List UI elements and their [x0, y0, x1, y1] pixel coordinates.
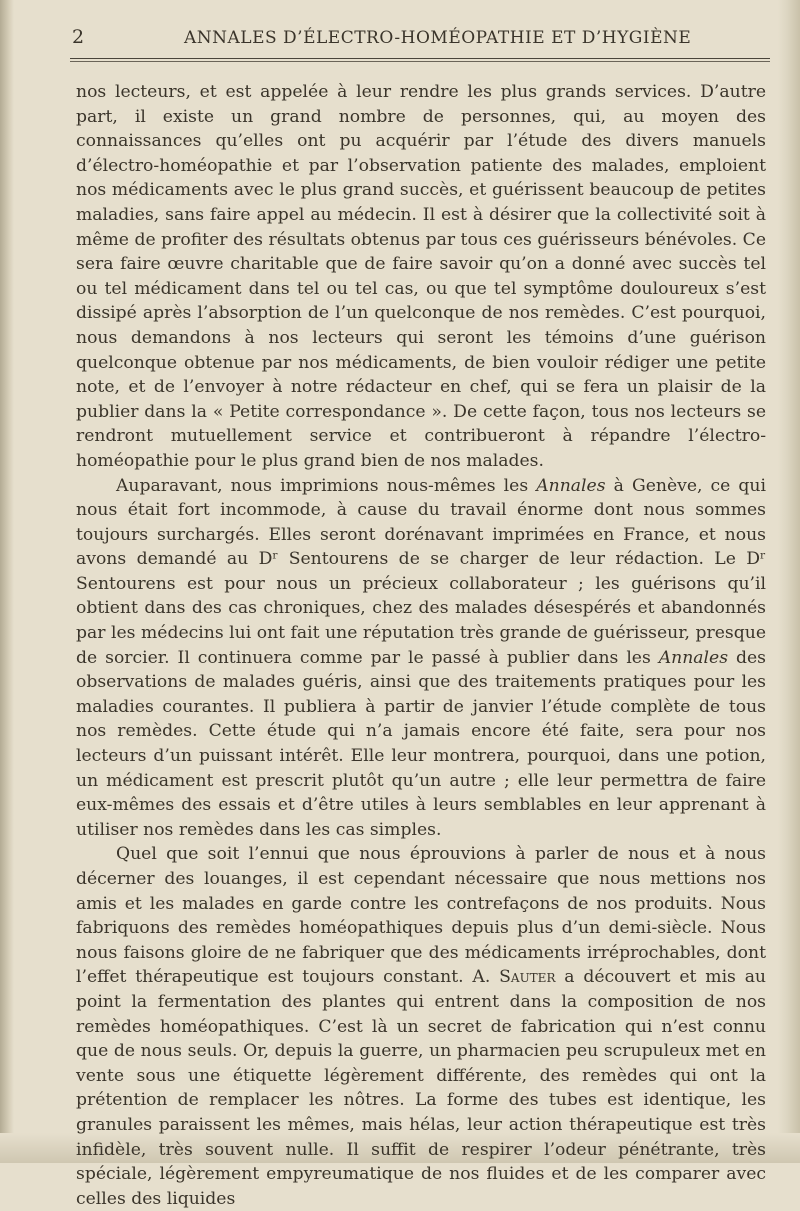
journal-title-italic: Annales	[658, 647, 729, 668]
header-rule	[70, 58, 770, 59]
name-small-caps: Sauter	[499, 967, 556, 988]
paragraph-1-text: nos lecteurs, et est appelée à leur rendre les plus grands services. D’autre part, il existe un grand nombre de personnes, qui, au moyen des connaissances qu’elles ont pu acquérir par l’étude des divers manuels d’électro-homéopathie et par l’observation patiente des malades, emploient nos médicaments avec le plus grand succès, et guérissent beaucoup de petites maladies, sans faire appel au médecin. Il est à désirer que la collectivité soit à même de profiter des résultats obtenus par tous ces guérisseurs bénévoles. Ce sera faire œuvre charitable que de faire savoir qu’on a donné avec succès tel ou tel médicament dans tel ou tel cas, ou que tel symptôme douloureux s’est dissipé après l’absorption de l’un quelconque de nos remèdes. C’est pourquoi, nous demandons à nos lecteurs qui seront les témoins d’une guérison quelconque obtenue par nos médicaments, de bien vouloir rédiger une petite note, et de l’envoyer à notre rédacteur en chef, qui se fera un plaisir de la publier dans la « Petite correspondance ». De cette façon, tous nos lecteurs se rendront mutuellement service et contribueront à répandre l’électro-homéopathie pour le plus grand bien de nos malades.	[76, 82, 766, 471]
page-edge-right	[778, 0, 800, 1163]
paragraph-3-part-2: a découvert et mis au point la fermentation des plantes qui entrent dans la composition de nos remèdes homéopathiques. C’est là un secret de fabrication qui n’est connu que de nous seuls. Or, depuis la guerre, un pharmacien peu scrupuleux met en vente sous une étiquette légèrement différente, des remèdes qui ont la prétention de remplacer les nôtres. La forme des tubes est identique, les granules paraissent les mêmes, mais hélas, leur action thérapeutique est très infidèle, très souvent nulle. Il suffit de respirer l’odeur pénétrante, très spéciale, légèrement empyreumatique de nos fluides et de les comparer avec celles des liquides	[76, 967, 767, 1209]
paragraph-2-part-3: des observations de malades guéris, ainsi que des traitements pratiques pour les maladies courantes. Il publiera à partir de janvier l’étude complète de tous nos remèdes. Cette étude qui n’a jamais encore été faite, sera pour nos lecteurs d’un puissant intérêt. Elle leur montrera, pourquoi, dans une potion, un médicament est prescrit plutôt qu’un autre ; elle leur permettra de faire eux-mêmes des essais et d’être utiles à leurs semblables en leur apprenant à utiliser nos remèdes dans les cas simples.	[76, 647, 766, 840]
journal-title-italic: Annales	[536, 475, 606, 496]
running-title: ANNALES D’ÉLECTRO-HOMÉOPATHIE ET D’HYGIÈNE	[184, 28, 692, 48]
paragraph-3	[76, 842, 766, 1211]
paragraph-1	[76, 80, 766, 474]
page-edge-left	[0, 0, 14, 1163]
header-rule-thin	[70, 61, 770, 62]
paragraph-3-part-1: Quel que soit l’ennui que nous éprouvions à parler de nous et à nous décerner des louanges, il est cependant nécessaire que nous mettions nos amis et les malades en garde contre les contrefaçons de nos produits. Nous fabriquons des remèdes homéopathiques depuis plus d’un demi-siècle. Nous nous faisons gloire de ne fabriquer que des médicaments irréprochables, dont l’effet thérapeutique est toujours constant. A.	[76, 844, 766, 988]
paragraph-2-part-2: à Genève, ce qui nous était fort incommode, à cause du travail énorme dont nous sommes toujours surchargés. Elles seront dorénavant imprimées en France, et nous avons demandé au Dʳ Sentourens de se charger de leur rédaction. Le Dʳ Sentourens est pour nous un précieux collaborateur ; les guérisons qu’il obtient dans des cas chroniques, chez des malades désespérés et abandonnés par les médecins lui ont fait une réputation très grande de guérisseur, presque de sorcier. Il continuera comme par le passé à publier dans les	[76, 475, 766, 668]
paragraph-2	[76, 474, 766, 843]
page-number: 2	[72, 26, 86, 48]
paragraph-2-part-1: Auparavant, nous imprimions nous-mêmes les	[116, 475, 537, 496]
body-text	[76, 80, 766, 1211]
page-header	[72, 24, 772, 56]
